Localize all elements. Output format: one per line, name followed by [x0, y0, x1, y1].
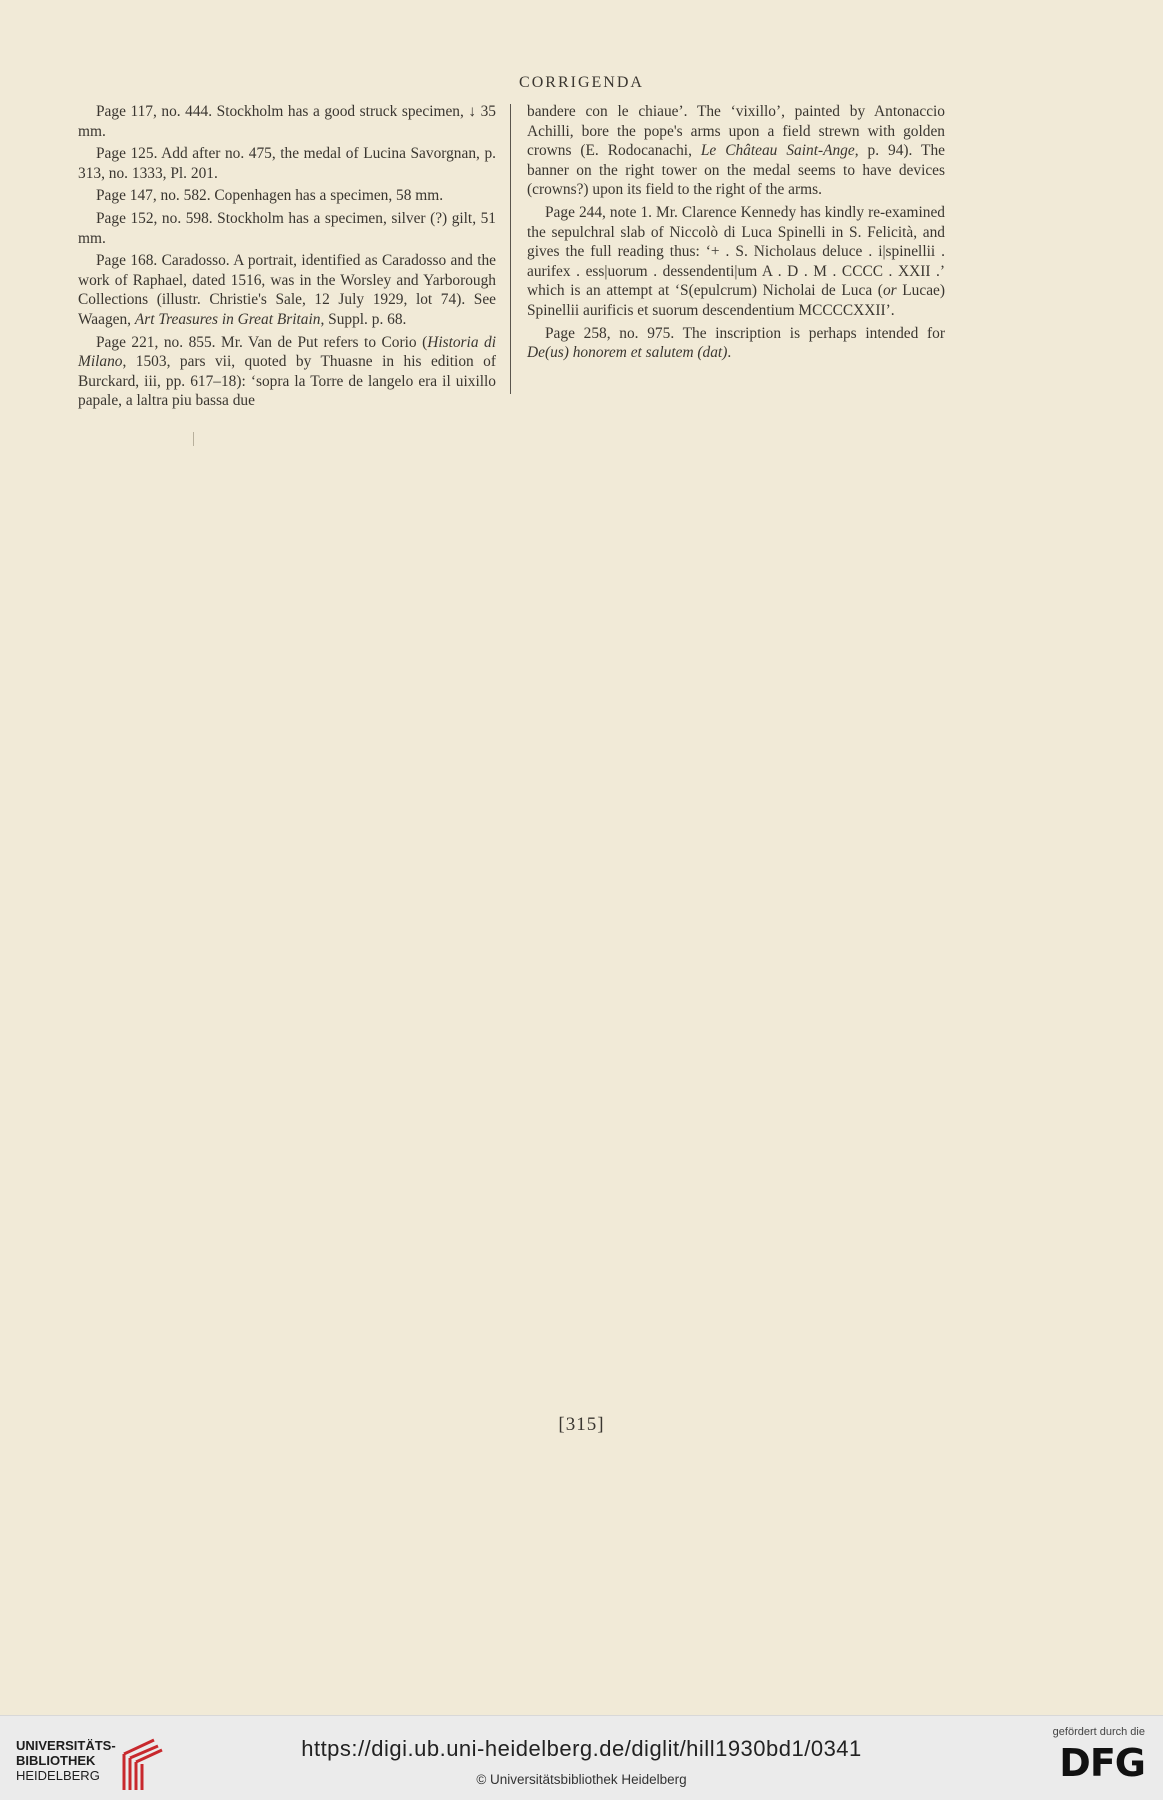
paragraph-text: Page 147, no. 582. Copenhagen has a specimen, 58 mm.	[96, 187, 444, 205]
page-number: [315]	[558, 1414, 605, 1435]
italic-title: Le Château Saint-Ange	[700, 142, 855, 160]
paragraph	[78, 209, 496, 248]
paragraph-text: Page 117, no. 444. Stockholm has a good struck specimen, ↓ 35 mm.	[78, 103, 496, 140]
italic-title: Art Treasures in Great Britain	[134, 310, 321, 328]
paragraph-text: Page 152, no. 598. Stockholm has a specimen, silver (?) gilt, 51 mm.	[78, 209, 496, 247]
paragraph-text: Page 258, no. 975. The inscription is perhaps intended for	[545, 324, 945, 342]
italic-title: De(us) honorem et salutem (dat)	[527, 344, 728, 362]
paragraph	[78, 186, 496, 206]
document-url[interactable]: https://digi.ub.uni-heidelberg.de/diglit/hill1930bd1/0341	[301, 1736, 862, 1761]
paragraph-text-after: , Suppl. p. 68.	[320, 310, 407, 328]
paragraph-text-after: .	[727, 344, 732, 362]
running-head: CORRIGENDA	[519, 74, 644, 91]
paragraph-text: Page 168. Caradosso. A portrait, identified as Caradosso and the work of Raphael, dated 1516, was in the Worsley and Yarborough Collections (illustr. Christie's Sale, 12 July 1929, lot 74). See Waagen,	[78, 252, 496, 328]
paragraph-text-after: , p. 94). The banner on the right tower on the medal seems to have devices (crowns?) upon its field to the right of the arms.	[527, 142, 945, 199]
dfg-logo[interactable]	[1027, 1726, 1145, 1785]
library-name-line2: BIBLIOTHEK	[16, 1753, 96, 1768]
paragraph-text-after: Lucae) Spinellii aurificis et suorum descendentium MCCCCXXII’.	[527, 282, 945, 319]
paragraph-text: bandere con le chiaue’. The ‘vixillo’, painted by Antonaccio Achilli, bore the pope's arms upon a field strewn with golden crowns (E. Rodocanachi,	[527, 103, 945, 160]
paragraph	[78, 144, 496, 183]
left-column	[78, 102, 496, 414]
paragraph	[78, 102, 496, 141]
paragraph	[527, 324, 945, 363]
library-name-line3: HEIDELBERG	[16, 1768, 100, 1783]
funder-label: gefördert durch die	[1052, 1726, 1145, 1738]
paragraph	[78, 251, 496, 329]
italic-title: Historia di Milano	[78, 333, 496, 371]
paragraph-text-after: , 1503, pars vii, quoted by Thuasne in his edition of Burckard, iii, pp. 617–18): ‘sopra la Torre de langelo era il uixillo papale, a laltra piu bassa due	[78, 353, 496, 410]
column-rule	[510, 104, 511, 394]
italic-title: or	[882, 282, 897, 300]
footer-bar	[0, 1715, 1163, 1800]
paragraph	[527, 203, 945, 321]
pencil-mark	[193, 432, 194, 446]
paragraph-text: Page 244, note 1. Mr. Clarence Kennedy has kindly re-examined the sepulchral slab of Niccolò di Luca Spinelli in S. Felicità, and gives the full reading thus: ‘+ . S. Nicholaus deluce . i|spinellii . aurifex . ess|uorum . dessendenti|um A . D . M . CCCC . XXII .’ which is an attempt at ‘S(epulcrum) Nicholai de Luca (	[527, 203, 945, 300]
paragraph-text: Page 125. Add after no. 475, the medal of Lucina Savorgnan, p. 313, no. 1333, Pl. 201.	[78, 145, 496, 182]
funder-logo: DFG	[1059, 1741, 1145, 1785]
right-column	[527, 102, 945, 366]
library-name-line1: UNIVERSITÄTS-	[16, 1738, 116, 1753]
paragraph	[527, 102, 945, 200]
copyright-notice: © Universitätsbibliothek Heidelberg	[476, 1772, 687, 1787]
paragraph-text: Page 221, no. 855. Mr. Van de Put refers to Corio (	[96, 333, 428, 351]
paragraph	[78, 333, 496, 411]
